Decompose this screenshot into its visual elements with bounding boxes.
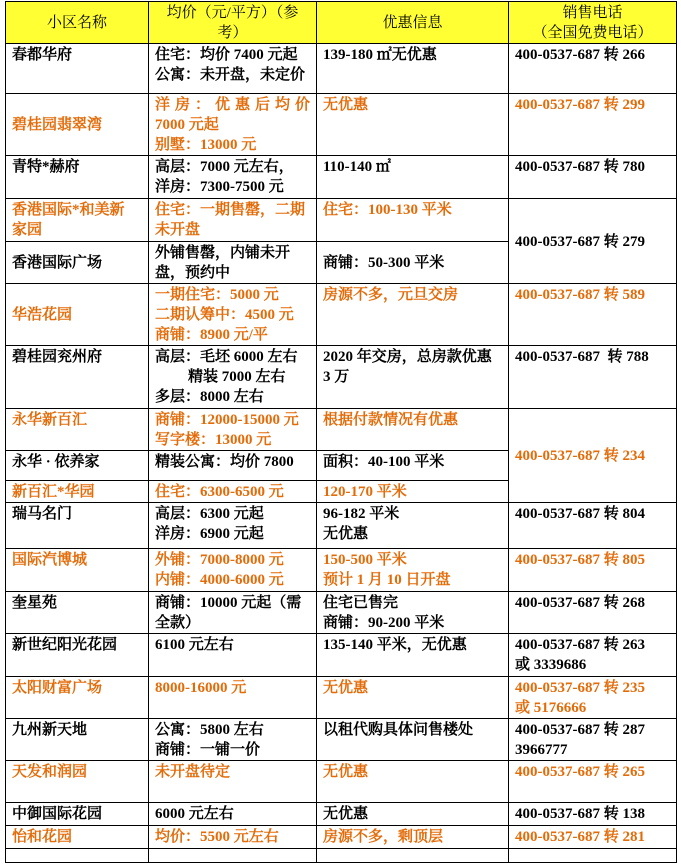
table-row [6, 503, 677, 549]
cell-phone [509, 634, 677, 677]
cell-name [6, 592, 149, 634]
cell-price [149, 634, 317, 677]
cell-line: 中御国际花园 [12, 806, 103, 822]
table-row [6, 549, 677, 592]
cell-line: 公寓：5800 左右 [155, 722, 264, 738]
cell-line: 内铺：4000-6000 元 [155, 572, 284, 588]
cell-line: 精装 7000 左右 [188, 369, 286, 385]
cell-phone [509, 719, 677, 761]
cell-line: 青特*赫府 [12, 159, 80, 175]
cell-line: 139-180 ㎡无优惠 [323, 47, 437, 63]
cell-line: 写字楼：13000 元 [155, 432, 272, 448]
cell-line: 怡和花园 [12, 829, 73, 845]
cell-line: 6000 元左右 [155, 806, 234, 822]
cell-price [149, 719, 317, 761]
table-row [6, 284, 677, 346]
table-row [6, 719, 677, 761]
cell-line: 400-0537-687 转 804 [515, 506, 645, 522]
cell-name [6, 409, 149, 451]
cell-price [149, 284, 317, 346]
cell-name [6, 199, 149, 242]
cell-offer [317, 242, 509, 284]
cell-line: 未开盘待定 [155, 764, 231, 780]
cell-phone [509, 803, 677, 826]
cell-line: 太阳财富广场 [12, 680, 103, 696]
table-row [6, 826, 677, 849]
cell-empty [6, 849, 149, 863]
cell-price [149, 592, 317, 634]
cell-line: 400-0537-687 转 780 [515, 159, 645, 175]
cell-offer [317, 634, 509, 677]
cell-line: 奎星苑 [12, 595, 58, 611]
cell-line: 二期认筹中：4500 元 [155, 307, 294, 323]
cell-offer [317, 284, 509, 346]
table-row [6, 199, 677, 242]
cell-line: 多层：8000 左右 [155, 389, 264, 405]
header-line: 均价（元/平方）（参 [166, 5, 299, 21]
cell-line: 住宅：均价 7400 元起 [155, 47, 298, 63]
cell-name [6, 803, 149, 826]
table-row [6, 592, 677, 634]
cell-line: 无优惠 [323, 526, 369, 542]
cell-line: 商铺：8900 元/平 [155, 327, 268, 343]
cell-line: 无优惠 [323, 764, 369, 780]
cell-line: 96-182 平米 [323, 506, 400, 522]
table-row [6, 94, 677, 156]
cell-name [6, 242, 149, 284]
table-row [6, 44, 677, 94]
header-phone [509, 2, 677, 44]
cell-line: 碧桂园翡翠湾 [12, 117, 103, 133]
cell-line: 110-140 ㎡ [323, 159, 391, 175]
cell-line: 400-0537-687 转 234 [515, 448, 645, 464]
cell-price [149, 481, 317, 503]
cell-line: 高层：6300 元起 [155, 506, 264, 522]
cell-offer [317, 592, 509, 634]
cell-line: 公寓：未开盘，未定价 [155, 67, 306, 83]
cell-line: 外铺售罄，内铺未开 [155, 245, 291, 261]
cell-line: 春都华府 [12, 47, 73, 63]
cell-line: 预计 1 月 10 日开盘 [323, 572, 451, 588]
cell-phone [509, 677, 677, 719]
cell-price [149, 677, 317, 719]
cell-phone [509, 503, 677, 549]
cell-price [149, 44, 317, 94]
cell-price [149, 503, 317, 549]
cell-line: 无优惠 [323, 97, 369, 113]
cell-line: 400-0537-687 转 788 [515, 349, 649, 365]
cell-line: 住宅：100-130 平米 [323, 202, 452, 218]
cell-price [149, 156, 317, 199]
cell-line: 400-0537-687 转 805 [515, 552, 645, 568]
cell-phone [509, 94, 677, 156]
table-header [6, 2, 677, 44]
cell-name [6, 284, 149, 346]
cell-empty [317, 849, 509, 863]
cell-line: 或 3339686 [515, 657, 587, 673]
cell-line: 住宅已售完 [323, 595, 399, 611]
price-table [5, 1, 677, 863]
cell-name [6, 503, 149, 549]
cell-price [149, 94, 317, 156]
cell-line: 别墅：13000 元 [155, 137, 257, 153]
cell-name [6, 549, 149, 592]
table-row [6, 634, 677, 677]
cell-line: 外铺：7000-8000 元 [155, 552, 284, 568]
cell-line: 商铺：90-200 平米 [323, 615, 445, 631]
header-price [149, 2, 317, 44]
cell-line: 400-0537-687 转 138 [515, 806, 645, 822]
cell-phone [509, 346, 677, 409]
cell-line: 商铺：一铺一价 [155, 742, 261, 758]
cell-line: 永华新百汇 [12, 412, 88, 428]
cell-phone [509, 156, 677, 199]
cell-name [6, 761, 149, 803]
cell-line: 精装公寓：均价 7800 [155, 454, 294, 470]
cell-offer [317, 156, 509, 199]
table-row [6, 346, 677, 409]
cell-line: 6100 元左右 [155, 637, 234, 653]
cell-line: 150-500 平米 [323, 552, 407, 568]
cell-line: 400-0537-687 转 268 [515, 595, 645, 611]
cell-line: 住宅：6300-6500 元 [155, 484, 284, 500]
cell-price [149, 409, 317, 451]
cell-offer [317, 199, 509, 242]
cell-line: 或 5176666 [515, 700, 587, 716]
table-row [6, 803, 677, 826]
cell-line: 400-0537-687 转 263 [515, 637, 645, 653]
cell-line: 盘，预约中 [155, 265, 231, 281]
cell-line: 8000-16000 元 [155, 680, 247, 696]
cell-offer [317, 346, 509, 409]
cell-line: 400-0537-687 转 287 [515, 722, 645, 738]
cell-line: 家园 [12, 222, 43, 238]
table-header-row [6, 2, 677, 44]
cell-offer [317, 481, 509, 503]
cell-line: 无优惠 [323, 680, 369, 696]
cell-offer [317, 826, 509, 849]
cell-line: 400-0537-687 转 589 [515, 287, 645, 303]
cell-line: 住宅：一期售罄，二期 [155, 202, 306, 218]
header-line: 优惠信息 [382, 15, 443, 31]
cell-line: 400-0537-687 转 299 [515, 97, 645, 113]
cell-line: 400-0537-687 转 265 [515, 764, 645, 780]
cell-offer [317, 549, 509, 592]
cell-offer [317, 803, 509, 826]
header-line: （全国免费电话） [532, 25, 653, 41]
table-row [6, 409, 677, 451]
cell-line: 高层：毛坯 6000 左右 [155, 349, 298, 365]
table-row [6, 156, 677, 199]
cell-line: 商铺：10000 元起（需 [155, 595, 302, 611]
cell-price [149, 242, 317, 284]
cell-line: 洋房：6900 元起 [155, 526, 264, 542]
cell-empty [509, 849, 677, 863]
cell-line: 400-0537-687 转 281 [515, 829, 645, 845]
cell-phone [509, 284, 677, 346]
header-line: 销售电话 [562, 5, 623, 21]
cell-line: 香港国际广场 [12, 255, 103, 271]
cell-offer [317, 44, 509, 94]
cell-offer [317, 409, 509, 451]
cell-line: 九州新天地 [12, 722, 88, 738]
cell-price [149, 761, 317, 803]
cell-offer [317, 719, 509, 761]
cell-line: 120-170 平米 [323, 484, 407, 500]
header-offer [317, 2, 509, 44]
cell-name [6, 44, 149, 94]
cell-empty [149, 849, 317, 863]
cell-line: 3 万 [323, 369, 350, 385]
cell-name [6, 94, 149, 156]
cell-line: 均价：5500 元左右 [155, 829, 279, 845]
cell-name [6, 346, 149, 409]
cell-price [149, 346, 317, 409]
cell-line: 400-0537-687 转 279 [515, 233, 645, 250]
cell-line: 洋房：7300-7500 元 [155, 179, 284, 195]
cell-price [149, 803, 317, 826]
cell-name [6, 481, 149, 503]
header-name [6, 2, 149, 44]
cell-name [6, 634, 149, 677]
cell-offer [317, 761, 509, 803]
cell-line: 135-140 平米，无优惠 [323, 637, 467, 653]
cell-phone-merged [509, 199, 677, 284]
header-line: 考） [217, 25, 248, 41]
cell-line: 高层：7000 元左右， [155, 159, 294, 175]
cell-line: 新世纪阳光花园 [12, 637, 118, 653]
cell-line: 以租代购具体问售楼处 [323, 722, 474, 738]
cell-line: 全款） [155, 615, 201, 631]
cell-line: 房源不多，剩顶层 [323, 829, 444, 845]
cell-offer [317, 503, 509, 549]
cell-line: 永华 · 依养家 [12, 454, 100, 470]
cell-name [6, 451, 149, 481]
cell-line: 面积：40-100 平米 [323, 454, 445, 470]
cell-line: 碧桂园兖州府 [12, 349, 103, 365]
cell-line: 新百汇*华园 [12, 484, 95, 500]
cell-line: 一期住宅：5000 元 [155, 287, 279, 303]
cell-line: 香港国际*和美新 [12, 202, 125, 218]
cell-line: 7000 元起 [155, 117, 219, 133]
cell-offer [317, 677, 509, 719]
header-line: 小区名称 [46, 15, 107, 31]
cell-phone [509, 826, 677, 849]
cell-phone [509, 592, 677, 634]
cell-price [149, 451, 317, 481]
cell-line: 商铺：50-300 平米 [323, 255, 445, 271]
cell-name [6, 826, 149, 849]
cell-line: 洋房：优惠后均价 [155, 97, 310, 113]
cell-phone [509, 761, 677, 803]
cell-price [149, 199, 317, 242]
table-body [6, 44, 677, 863]
cell-line: 商铺：12000-15000 元 [155, 412, 299, 428]
cell-line: 未开盘 [155, 222, 201, 238]
cell-offer [317, 94, 509, 156]
cell-phone [509, 549, 677, 592]
cell-line: 瑞马名门 [12, 506, 73, 522]
table-row [6, 761, 677, 803]
cell-price [149, 826, 317, 849]
cell-line: 房源不多，元旦交房 [323, 287, 459, 303]
cell-line: 天发和润园 [12, 764, 88, 780]
table-row-empty [6, 849, 677, 863]
cell-phone-merged [509, 409, 677, 503]
cell-line: 3966777 [515, 742, 568, 758]
cell-line: 根据付款情况有优惠 [323, 412, 459, 428]
table-row [6, 677, 677, 719]
cell-name [6, 677, 149, 719]
cell-name [6, 719, 149, 761]
cell-line: 国际汽博城 [12, 552, 88, 568]
cell-price [149, 549, 317, 592]
cell-name [6, 156, 149, 199]
cell-offer [317, 451, 509, 481]
cell-line: 华浩花园 [12, 307, 73, 323]
cell-line: 400-0537-687 转 266 [515, 47, 645, 63]
cell-phone [509, 44, 677, 94]
cell-line: 400-0537-687 转 235 [515, 680, 645, 696]
cell-line: 无优惠 [323, 806, 369, 822]
cell-line: 2020 年交房，总房款优惠 [323, 349, 492, 365]
